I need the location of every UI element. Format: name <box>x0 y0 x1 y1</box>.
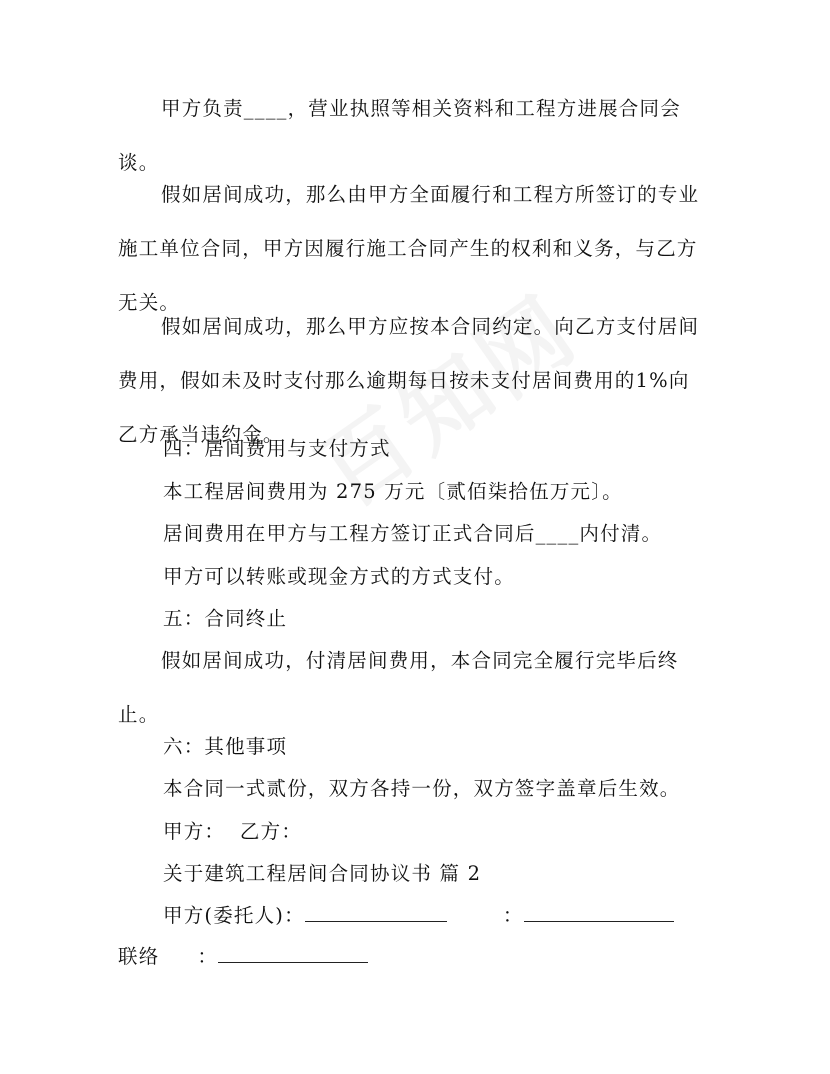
client-label: 甲方(委托人)： <box>163 904 305 927</box>
contact-colon: ： <box>197 945 219 968</box>
paragraph-1: 甲方负责____，营业执照等相关资料和工程方进展合同会谈。 <box>118 97 681 174</box>
section-6-text: 本合同一式贰份，双方各持一份，双方签字盖章后生效。 <box>163 777 681 800</box>
section-4-fee: 本工程居间费用为 275 万元〔贰佰柒拾伍万元〕。 <box>163 480 623 503</box>
section-5-heading: 五：合同终止 <box>163 607 288 630</box>
party-a-label: 甲方： <box>163 820 226 843</box>
next-document-title: 关于建筑工程居间合同协议书 篇 2 <box>163 862 482 885</box>
section-5-text: 假如居间成功，付清居间费用，本合同完全履行完毕后终止。 <box>118 649 679 726</box>
client-blank <box>305 903 447 922</box>
second-blank <box>524 903 674 922</box>
section-4-heading: 四：居间费用与支付方式 <box>163 437 391 460</box>
paragraph-3: 假如居间成功，那么甲方应按本合同约定。向乙方支付居间费用，假如未及时支付那么逾期每日按未支付居间费用的1%向乙方承当违约金。 <box>118 315 700 446</box>
contact-label: 联络 <box>118 945 160 968</box>
contact-field-row <box>118 941 368 969</box>
party-b-label: 乙方： <box>239 820 303 843</box>
section-6-heading: 六：其他事项 <box>163 735 288 758</box>
client-field-row <box>163 900 674 928</box>
section-4-method: 甲方可以转账或现金方式的方式支付。 <box>163 565 515 588</box>
paragraph-2: 假如居间成功，那么由甲方全面履行和工程方所签订的专业施工单位合同，甲方因履行施工合同产生的权利和义务，与乙方无关。 <box>118 183 700 314</box>
contact-blank <box>218 944 368 963</box>
section-4-deadline: 居间费用在甲方与工程方签订正式合同后____内付清。 <box>163 522 663 545</box>
second-label: ： <box>502 904 524 927</box>
signature-line <box>163 816 302 844</box>
